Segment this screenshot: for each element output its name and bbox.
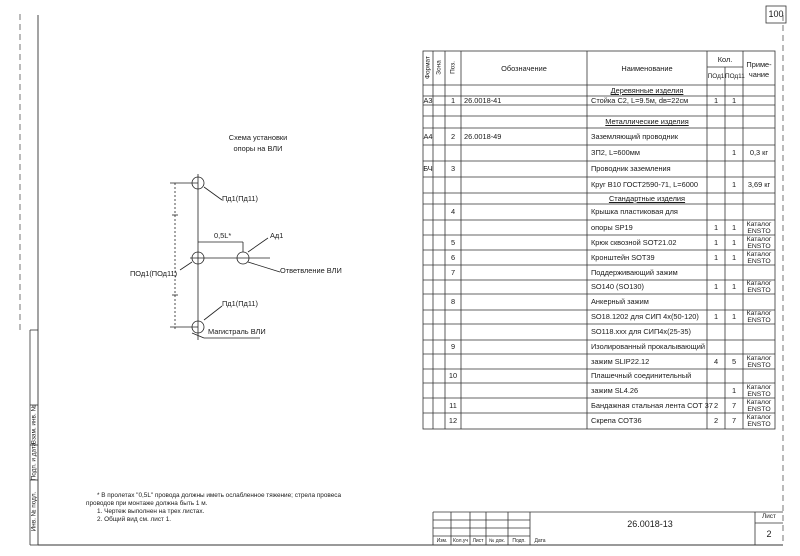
cell-name: Крюк сквозной SOT21.02 (591, 237, 677, 247)
cell-name: SO140 (SO130) (591, 282, 644, 291)
cell-qty1: 1 (713, 312, 719, 321)
cell-pos: 9 (450, 342, 456, 351)
cell-format: БЧ (423, 164, 433, 173)
tb-change: Изм. (436, 538, 448, 544)
cell-note: Каталог ENSTO (746, 398, 772, 413)
cell-qty1: 2 (713, 400, 719, 410)
cell-qty2: 1 (731, 180, 737, 189)
cell-qty1: 1 (713, 282, 719, 291)
cell-note: Каталог ENSTO (746, 354, 772, 369)
cell-pos: 2 (450, 131, 456, 141)
note-line-4: 2. Общий вид см. лист 1. (97, 516, 172, 523)
cell-qty1: 1 (713, 252, 719, 262)
tb-doc-number: 26.0018-13 (627, 519, 673, 529)
cell-name: Заземляющий проводник (591, 131, 679, 141)
cell-pos: 8 (450, 297, 456, 306)
header-qty-col2: ПОд11 (725, 73, 745, 80)
header-format: Формат (424, 56, 432, 79)
note-line-1: * В пролетах "0,5L" провода должны иметь ослабленное тяжение; стрела провеса (97, 492, 341, 499)
cell-note: Каталог ENSTO (746, 220, 772, 235)
cell-qty2: 1 (731, 282, 737, 291)
tb-sheet-number: 2 (766, 529, 772, 539)
tb-qty: Кол.уч (453, 538, 468, 544)
scheme-title-line2: опоры на ВЛИ (233, 144, 283, 153)
cell-name: Скрепа СОТ36 (591, 416, 642, 425)
cell-qty2: 5 (731, 356, 737, 366)
header-name: Наименование (621, 64, 673, 73)
note-line-3: 1. Чертеж выполнен на трех листах. (97, 508, 205, 515)
cell-pos: 12 (448, 416, 458, 425)
cell-name: зажим SL4.26 (591, 385, 639, 395)
header-designation: Обозначение (501, 64, 547, 73)
header-note-1: Приме- (746, 60, 772, 69)
cell-qty1: 1 (713, 96, 719, 105)
scheme-title-line1: Схема установки (228, 133, 288, 142)
cell-pos: 7 (450, 267, 456, 277)
cell-note: Каталог ENSTO (746, 383, 772, 398)
cell-qty2: 1 (731, 312, 737, 321)
cell-name: Изолированный прокалывающий (591, 342, 706, 351)
cell-note: 3,69 кг (747, 180, 771, 189)
header-zone: Зона (435, 60, 443, 75)
cell-pos: 3 (450, 164, 456, 173)
cell-qty1: 2 (713, 416, 719, 425)
cell-qty2: 1 (731, 237, 737, 247)
cell-note: Каталог ENSTO (746, 235, 772, 250)
cell-note: Каталог ENSTO (746, 414, 772, 428)
section-metal: Металлические изделия (605, 117, 689, 126)
cell-note: Каталог ENSTO (746, 310, 772, 324)
cell-qty2: 1 (731, 385, 737, 395)
cell-name: Стойка С2, L=9.5м, dв=22см (591, 96, 689, 105)
cell-name: опоры SP19 (591, 222, 633, 232)
header-qty-col1: ПОд1 (707, 73, 725, 80)
cell-qty2: 7 (731, 416, 737, 425)
tb-sheet: Лист (472, 538, 484, 544)
cell-pos: 5 (450, 237, 456, 247)
section-standard: Стандартные изделия (608, 194, 686, 203)
cell-qty2: 7 (731, 400, 737, 410)
tb-doc: № док. (488, 538, 506, 544)
header-note-2: чание (748, 70, 770, 79)
corner-sheet-number: 100 (768, 9, 784, 19)
label-pod1: ПОд1(ПОд11) (130, 269, 178, 278)
tb-date: Дата (534, 538, 546, 544)
label-main: Магистраль ВЛИ (208, 327, 266, 336)
cell-name: Поддерживающий зажим (591, 267, 678, 277)
cell-name: зажим SLIP22.12 (591, 356, 650, 366)
stamp-instead-inv: Взам. инв. № (30, 404, 38, 445)
cell-name: ЗП2, L=600мм (591, 148, 640, 157)
cell-pos: 1 (450, 96, 456, 105)
cell-pos: 11 (449, 400, 457, 410)
cell-name: Бандажная стальная лента СОТ 37 (591, 400, 713, 410)
tb-sheet-label: Лист (762, 513, 776, 520)
cell-qty2: 1 (731, 148, 737, 157)
cell-designation: 26.0018-41 (464, 96, 502, 105)
header-pos: Поз. (449, 61, 457, 74)
cell-note: 0,3 кг (749, 148, 769, 157)
cell-name: SO18.1202 для СИП 4х(50-120) (591, 312, 699, 321)
cell-name: Проводник заземления (591, 164, 671, 173)
cell-pos: 4 (450, 207, 456, 216)
note-line-2: проводов при монтаже должна быть 1 м. (86, 500, 208, 507)
cell-format: А3 (423, 96, 433, 105)
cell-pos: 6 (450, 252, 456, 262)
label-branch: Ответвление ВЛИ (280, 266, 342, 275)
stamp-inv-orig: Инв. № подл. (30, 491, 38, 532)
cell-name: Кронштейн SOT39 (591, 252, 655, 262)
cell-qty1: 4 (713, 356, 719, 366)
cell-qty1: 1 (713, 237, 719, 247)
section-wood: Деревянные изделия (610, 86, 684, 95)
cell-format: А4 (423, 131, 433, 141)
cell-name: Крышка пластиковая для (591, 207, 678, 216)
cell-note: Каталог ENSTO (746, 280, 772, 294)
label-top-fitting: Пд1(Пд11) (222, 194, 258, 203)
cell-note: Каталог ENSTO (746, 250, 772, 265)
cell-name: Круг В10 ГОСТ2590-71, L=6000 (591, 180, 699, 189)
cell-pos: 10 (448, 371, 458, 380)
cell-qty2: 1 (731, 252, 737, 262)
label-ad1: Ад1 (270, 231, 284, 240)
stamp-sign-date: Подп. и дата (30, 442, 38, 481)
label-dimension: 0,5L* (214, 231, 232, 240)
cell-qty1: 1 (713, 222, 719, 232)
cell-designation: 26.0018-49 (464, 131, 502, 141)
cell-qty2: 1 (731, 96, 737, 105)
cell-name: Анкерный зажим (591, 297, 649, 306)
tb-sign: Подп. (512, 538, 526, 544)
label-bottom-fitting: Пд1(Пд11) (222, 299, 258, 308)
cell-name: SO118.xxx для СИП4х(25-35) (591, 327, 691, 336)
cell-name: Плашечный соединительный (591, 371, 692, 380)
cell-qty2: 1 (731, 222, 737, 232)
header-qty: Кол. (717, 55, 733, 64)
